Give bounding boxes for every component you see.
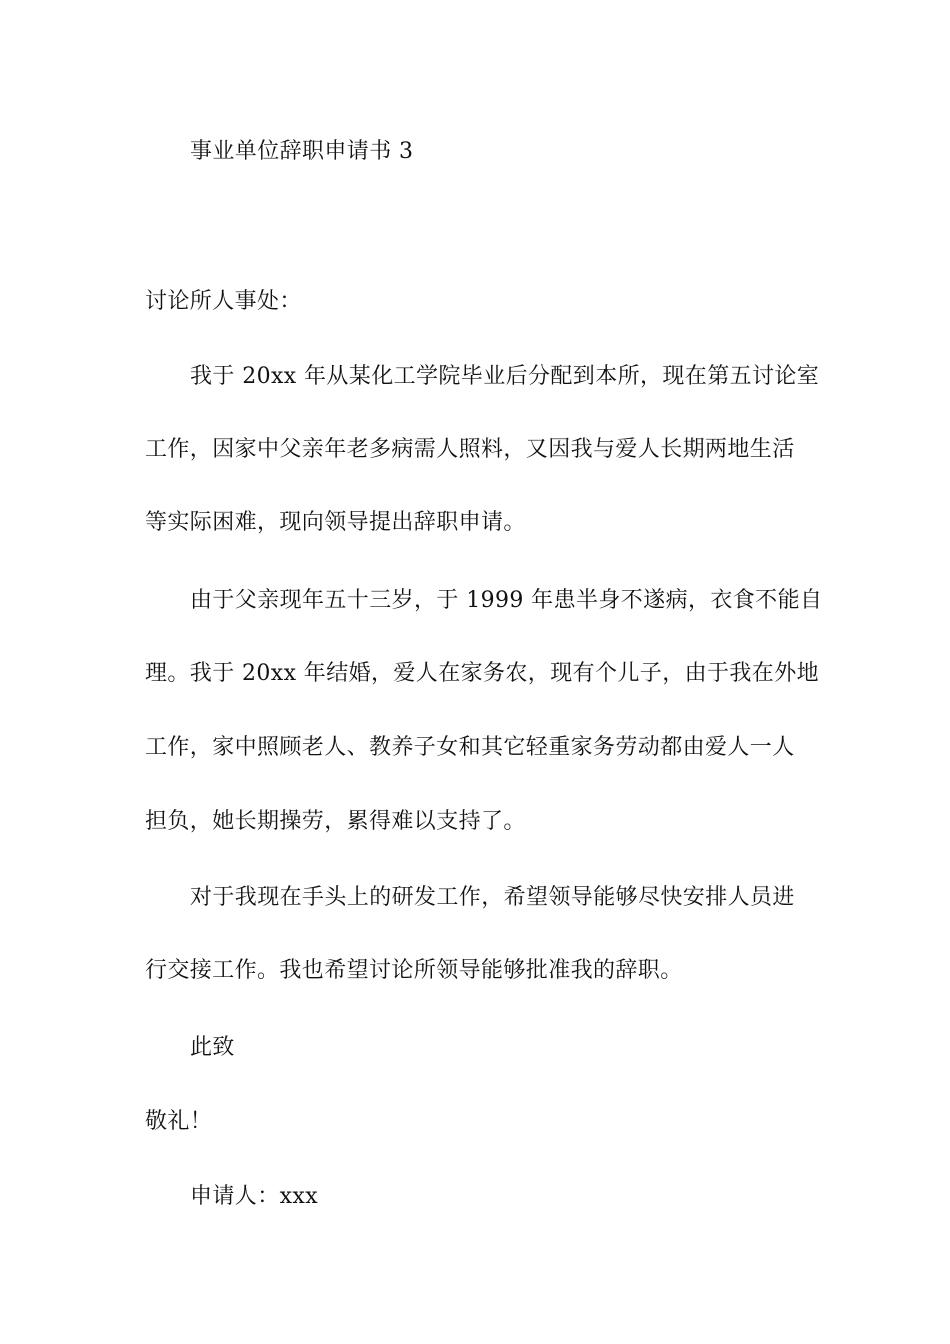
body-line-7: 担负，她长期操劳，累得难以支持了。 bbox=[145, 809, 526, 834]
closing-line-2: 敬礼！ bbox=[145, 1109, 213, 1134]
body-line-2: 工作，因家中父亲年老多病需人照料，又因我与爱人长期两地生活 bbox=[145, 437, 795, 462]
body-line-6: 工作，家中照顾老人、教养子女和其它轻重家务劳动都由爱人一人 bbox=[145, 735, 795, 760]
body-line-4: 由于父亲现年五十三岁，于 1999 年患半身不遂病，衣食不能自 bbox=[190, 588, 823, 613]
signature-line: 申请人：xxx bbox=[190, 1184, 319, 1209]
closing-line-1: 此致 bbox=[190, 1035, 235, 1060]
document-title: 事业单位辞职申请书 3 bbox=[190, 139, 414, 164]
body-line-5: 理。我于 20xx 年结婚，爱人在家务农，现有个儿子，由于我在外地 bbox=[145, 661, 819, 686]
salutation: 讨论所人事处： bbox=[145, 289, 302, 314]
body-line-8: 对于我现在手头上的研发工作，希望领导能够尽快安排人员进 bbox=[190, 885, 795, 910]
body-line-9: 行交接工作。我也希望讨论所领导能够批准我的辞职。 bbox=[145, 958, 683, 983]
body-line-1: 我于 20xx 年从某化工学院毕业后分配到本所，现在第五讨论室 bbox=[190, 364, 820, 389]
body-line-3: 等实际困难，现向领导提出辞职申请。 bbox=[145, 510, 526, 535]
